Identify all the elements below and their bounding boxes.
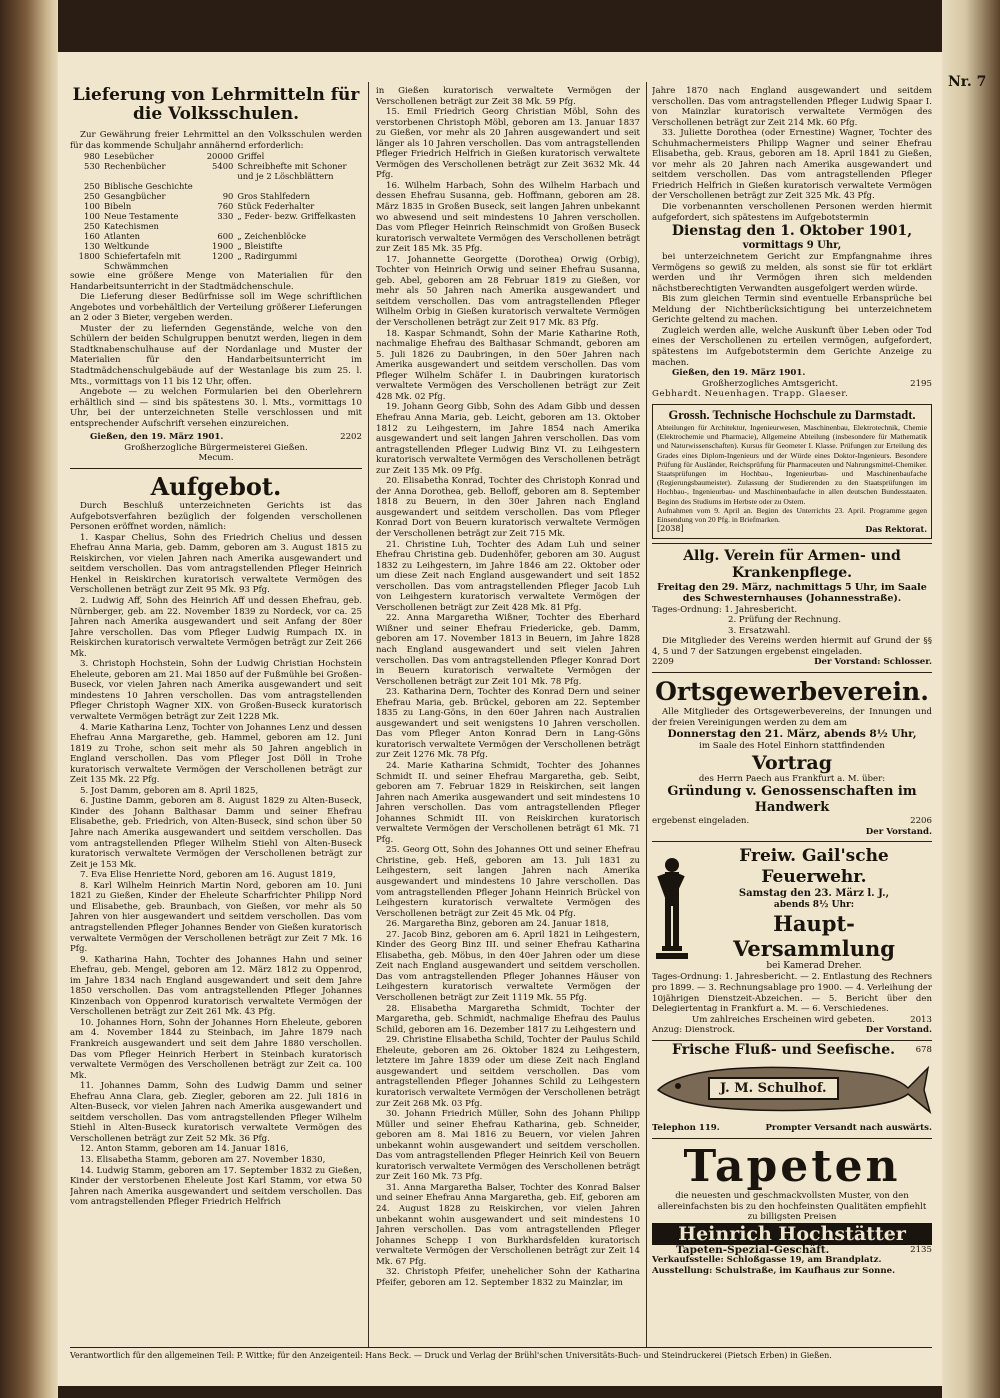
fw-text: Um zahlreiches Erscheinen wird gebeten. [692, 1014, 875, 1025]
fw-footer1 [652, 1015, 932, 1026]
th-footer [657, 524, 927, 535]
aufgebot-court: Großherzogliches Amtsgericht. [702, 378, 839, 389]
aufgebot-entry-8: 8. Karl Wilhelm Heinrich Martin Nord, geboren am 10. Juni 1821 zu Gießen, Kinder der Eheleute Scharfrichter Philipp Nord und Elisabethe, geb. Braunbach, von Gießen, vor mehr als 50 Jahren von hier ausgewandert und seitdem verschollen. Das vom antragstellenden Pfleger Johannes Bender von Gießen kuratorisch verwaltete Vermögen der Verschollenen beträgt zur Zeit 7 Mk. 16 Pfg. [70, 880, 362, 955]
av-text: Die Mitglieder des Vereins werden hiermit auf Grund der §§ 4, 5 und 7 der Satzungen ergebenst eingeladen. [652, 636, 932, 657]
aufgebot-entry-25: 25. Georg Ott, Sohn des Johannes Ott und seiner Ehefrau Christine, geb. Heß, geboren am 13. Juli 1831 zu Leihgestern, seit langen Jahren nach Amerika ausgewandert und mindestens 10 Jahre verschollen. Das vom antragstellenden Pfleger Johann Heinrich Brückel von Leihgestern kuratorisch verwaltete Vermögen des Verschollenen beträgt zur Zeit 45 Mk. 04 Pfg. [376, 845, 640, 919]
lehrmittel-cell: Lesebücher [104, 151, 154, 162]
aufgebot-entry-17: 17. Johannette Georgette (Dorothea) Orwig (Orbig), Tochter von Heinrich Orwig und seiner Ehefrau Susanna, geb. Abel, geboren am 28 Februar 1819 zu Gießen, vor mehr als 50 Jahren nach Amerika ausgewandert und seitdem verschollen. Das vom antragstellenden Pfleger Wilhelm Orbig in Gießen kuratorisch verwaltete Vermögen der Verschollenen beträgt zur Zeit 917 Mk. 83 Pfg. [376, 254, 640, 329]
og-text: Alle Mitglieder des Ortsgewerbevereins, der Innungen und der freien Vereinigungen werden zu dem am [652, 707, 932, 728]
av-agenda-2: 2. Prüfung der Rechnung. [728, 615, 842, 626]
av-footer [652, 657, 932, 668]
aufgebot-entry-13: 13. Elisabetha Stamm, geboren am 27. November 1830, [80, 1154, 326, 1165]
lehrmittel-title: Lieferung von Lehrmitteln für die Volksschulen. [72, 85, 360, 124]
column-3 [652, 52, 932, 1342]
lehrmittel-row [70, 161, 362, 181]
aufgebot-entry-24: 24. Marie Katharina Schmidt, Tochter des Johannes Schmidt II. und seiner Ehefrau Margaretha, geb. Seibt, geboren am 7. Februar 1829 in Reiskirchen, seit langen Jahren nach Amerika ausgewandert und seit mindestens 10 Jahren verschollen. Das vom antragstellenden Pfleger Johannes Schmidt III. von Reiskirchen kuratorisch verwaltete Vermögen der Verschollenen beträgt 61 Mk. 71 Pfg. [376, 761, 640, 845]
og-topic: Gründung v. Genossenschaften im Handwerk [667, 784, 917, 816]
lehrmittel-cell: 1800 [78, 251, 100, 262]
book-spine [0, 0, 58, 1398]
aufgebot-entry-14: 14. Ludwig Stamm, geboren am 17. September 1832 zu Gießen, Kinder der verstorbenen Eheleute Jost Karl Stamm, vor etwa 50 Jahren nach Amerika ausgewandert und seitdem verschollen. Das vom antragstellenden Pfleger Friedrich Helfrich [70, 1165, 362, 1208]
fw-title: Freiw. Gail'sche Feuerwehr. [739, 846, 889, 888]
tapeten-sub-line [652, 1245, 932, 1256]
next-page-number: Nr. 7 [948, 74, 987, 90]
aufgebot-entry-27: 27. Jacob Binz, geboren am 6. April 1821 in Leihgestern, Kinder des Georg Binz III. und seiner Ehefrau Katharina Elisabetha, geb. Möbus, in den 40er Jahren oder um diese Zeit nach England ausgewandert und seitdem verschollen. Das vom antragstellenden Pfleger Johannes Häuser von Leihgestern kuratorisch verwaltete Vermögen der Verschollenen beträgt zur Zeit 1119 Mk. 55 Pfg. [376, 929, 640, 1004]
aufgebot-entry-12: 12. Anton Stamm, geboren am 14. Januar 1816, [80, 1144, 289, 1155]
lehrmittel-p3: Muster der zu liefernden Gegenstände, welche von den Schülern der beiden Schulgruppen benutzt werden, liegen in dem Stadtknabenschulhause auf der Nordanlage und Muster der Materialien für den Handarbeitsunterricht im Stadtmädchenschulgebäude auf der Westanlage bis zum 25. l. Mts., vormittags von 11 bis 12 Uhr, offen. [70, 323, 362, 387]
aufgebot-entry-21: 21. Christine Luh, Tochter des Adam Luh und seiner Ehefrau Christina geb. Dudenhöfer, geboren am 30. August 1832 zu Leihgestern, im Jahre 1846 am 22. Oktober oder um diese Zeit nach England ausgewandert und seit 1852 verschollen. Das vom antragstellenden Pfleger Jacob Luh von Leihgestern kuratorisch verwaltete Vermögen der Verschollenen beträgt zur Zeit 428 Mk. 81 Pfg. [376, 539, 640, 613]
aufgebot-entry-5: 5. Jost Damm, geboren am 8. April 1825, [80, 785, 259, 796]
aufgebot-entry-26: 26. Margaretha Binz, geboren am 24. Januar 1818, [386, 919, 610, 930]
fw-time: abends 8½ Uhr: [773, 900, 855, 911]
fw-footer2 [652, 1025, 932, 1036]
aufgebot-dateline [652, 368, 932, 379]
tapeten-sub: Tapeten-Spezial-Geschäft. [676, 1243, 830, 1256]
lehrmittel-signature-name: Mecum. [198, 453, 234, 464]
fw-content [692, 846, 932, 972]
lehrmittel-row [70, 221, 362, 231]
lehrmittel-date: Gießen, den 19. März 1901. [90, 432, 224, 443]
lehrmittel-cell: Rechenbücher [104, 161, 166, 172]
lehrmittel-cell: 130 [84, 241, 100, 252]
lehrmittel-cell [203, 181, 235, 191]
lehrmittel-row [70, 211, 362, 221]
aufgebot-entry-4: 4. Marie Katharina Lenz, Tochter von Johannes Lenz und dessen Ehefrau Anna Margarethe, geb. Hammel, geboren am 12. Juni 1819 zu Trohe, schon seit mehr als 50 Jahren angeblich in England verschollen. Das vom Pfleger Jost Döll in Trohe kuratorisch verwaltete Vermögen der Verschollenen beträgt zur Zeit 135 Mk. 22 Pfg. [70, 722, 362, 786]
fish-number: 678 [915, 1044, 932, 1055]
lehrmittel-intro: Zur Gewährung freier Lehrmittel an den Volksschulen werden für das kommende Schuljahr annähernd erforderlich: [70, 130, 362, 151]
lehrmittel-cell: „ Bleistifte [237, 241, 283, 252]
fw-date: Samstag den 23. März l. J., [738, 888, 890, 900]
av-title: Allg. Verein für Armen- und Krankenpflege. [683, 547, 901, 581]
lehrmittel-cell: 100 [84, 211, 100, 222]
aufgebot-title: Aufgebot. [150, 472, 282, 502]
lehrmittel-cell: Weltkunde [104, 241, 150, 252]
lehrmittel-row [70, 151, 362, 161]
aufgebot-date: Gießen, den 19. März 1901. [672, 368, 806, 379]
fish-shipping: Prompter Versandt nach auswärts. [765, 1123, 932, 1134]
lehrmittel-cell: Biblische Geschichte [104, 181, 193, 192]
lehrmittel-cell: 90 [222, 191, 234, 202]
tapeten-text: die neuesten und geschmackvollsten Muster, von den allereinfachsten bis zu den hochfeinsten Qualitäten empfiehlt zu billigsten Preisen [657, 1191, 927, 1223]
og-number: 2206 [910, 816, 932, 827]
lehrmittel-row [70, 201, 362, 211]
fish-telephone: Telephon 119. [652, 1123, 720, 1134]
lehrmittel-cell: 760 [217, 201, 234, 212]
lehrmittel-p4: Angebote — zu welchen Formularien bei den Oberlehrern erhältlich sind — sind bis spätestens 30. l. Mts., vormittags 10 Uhr, bei der unterzeichneten Stelle verschlossen und mit entsprechender Aufschrift versehen einzureichen. [70, 387, 362, 429]
column-1 [70, 52, 362, 1342]
og-footer [652, 816, 932, 827]
lehrmittel-cell: 530 [84, 161, 100, 172]
lehrmittel-cell: 1200 [212, 251, 234, 262]
lehrmittel-cell: 250 [84, 221, 100, 232]
lehrmittel-cell: 20000 [206, 151, 234, 162]
aufgebot-term-time: vormittags 9 Uhr, [742, 240, 842, 252]
og-signature: Der Vorstand. [865, 826, 932, 837]
aufgebot-p1: bei unterzeichnetem Gericht zur Empfangnahme ihres Vermögens so gewiß zu melden, als sonst sie für tot erklärt werden und ihr Vermögen ihren sich meldenden nächstberechtigten Verwandten ausgefolgert werden würde. [652, 252, 932, 294]
aufgebot-judges: Gebhardt. Neuenhagen. Trapp. Glaeser. [652, 389, 849, 400]
og-invitation: ergebenst eingeladen. [652, 816, 750, 827]
imprint-footer: Verantwortlich für den allgemeinen Teil: P. Wittke; für den Anzeigenteil: Hans Beck. — Druck und Verlag der Brühl'schen Universitäts-Buch- und Steindruckerei (Pietsch Erben) in Gießen. [70, 1347, 932, 1360]
og-speaker: des Herrn Paech aus Frankfurt a. M. über: [698, 773, 886, 784]
lehrmittel-number: 2202 [340, 432, 362, 443]
fish-footer [652, 1123, 932, 1134]
fireman-icon [652, 853, 692, 965]
lehrmittel-cell [235, 221, 362, 231]
lehrmittel-cell: Stück Federhalter [237, 201, 315, 212]
tapeten-show: Ausstellung: Schulstraße, im Kaufhaus zur Sonne. [652, 1265, 896, 1276]
aufgebot-entry-18: 18. Kaspar Schmandt, Sohn der Marie Katharine Roth, nachmalige Ehefrau des Balthasar Schmandt, geboren am 5. Juli 1826 zu Daubringen, in den 50er Jahren nach Amerika ausgewandert und seitdem verschollen. Das vom Pfleger Wilhelm Schäfer I. in Daubringen kuratorisch verwaltete Vermögen des Verschollenen beträgt zur Zeit 428 Mk. 02 Pfg. [376, 328, 640, 402]
ad-technische-hochschule [652, 404, 932, 539]
lehrmittel-dateline [70, 432, 362, 443]
lehrmittel-cell [235, 181, 362, 191]
lehrmittel-cell: 600 [217, 231, 234, 242]
lehrmittel-cell: Bibeln [104, 201, 132, 212]
next-page-edge [942, 0, 1000, 1398]
aufgebot-p2: Bis zum gleichen Termin sind eventuelle Erbansprüche bei Meldung der Nichtberücksichtigung bei unterzeichnetem Gerichte geltend zu machen. [652, 294, 932, 326]
aufgebot-entry-28: 28. Elisabetha Margaretha Schmidt, Tochter der Margaretha, geb. Schmidt, nachmalige Ehefrau des Paulus Schild, geboren am 16. Dezember 1817 zu Leihgestern und [376, 1003, 640, 1035]
lehrmittel-cell: 250 [84, 181, 100, 192]
lehrmittel-row [70, 181, 362, 191]
lehrmittel-row [70, 191, 362, 201]
aufgebot-entry-23: 23. Katharina Dern, Tochter des Konrad Dern und seiner Ehefrau Maria, geb. Brückel, geboren am 22. September 1835 zu Lang-Göns, in den 60er Jahren nach Australien ausgewandert und seit wenigstens 10 Jahren verschollen. Das vom Pfleger Anton Konrad Dern in Lang-Göns kuratorisch verwaltete Vermögen der Verschollenen beträgt zur Zeit 1276 Mk. 78 Pfg. [376, 687, 640, 761]
aufgebot-intro: Durch Beschluß unterzeichneten Gerichts ist das Aufgebotsverfahren bezüglich der folgenden verschollenen Personen eröffnet worden, nämlich: [70, 501, 362, 533]
aufgebot-entry-30: 30. Johann Friedrich Müller, Sohn des Johann Philipp Müller und seiner Ehefrau Katharina, geb. Schneider, geboren am 8. Mai 1816 zu Beuern, vor vielen Jahren unbekannt wohin ausgewandert und seitdem verschollen. Das vom antragstellenden Pfleger Heinrich Keil von Beuern kuratorisch verwaltete Vermögen des Verschollenen beträgt zur Zeit 160 Mk. 73 Pfg. [376, 1109, 640, 1183]
tapeten-sale: Verkaufsstelle: Schloßgasse 19, am Brandplatz. [652, 1255, 882, 1266]
og-place: im Saale des Hotel Einhorn stattfindenden [699, 741, 885, 752]
og-title: Ortsgewerbeverein. [655, 677, 929, 707]
column-2 [376, 52, 640, 1342]
aufgebot-entry-2: 2. Ludwig Aff, Sohn des Heinrich Aff und dessen Ehefrau, geb. Nürnberger, geb. am 22. November 1839 zu Nordeck, vor ca. 25 Jahren nach Amerika ausgewandert und seit Anfang der 80er Jahre verschollen. Das vom Pfleger Ludwig Rumpach IX. in Reiskirchen kuratorisch verwaltete Vermögen beträgt zur Zeit 266 Mk. [70, 596, 362, 659]
lehrmittel-row [70, 231, 362, 241]
lehrmittel-cell: Griffel [237, 151, 265, 162]
lehrmittel-cell [203, 221, 235, 231]
newspaper-page [58, 52, 942, 1386]
aufgebot-entry-32-cont: Jahre 1870 nach England ausgewandert und seitdem verschollen. Das vom antragstellenden Pfleger Ludwig Spaar I. von Mainzlar kuratorisch verwaltete Vermögen des Verschollenen beträgt zur Zeit 214 Mk. 60 Pfg. [652, 86, 932, 128]
tapeten-number: 2135 [910, 1244, 932, 1255]
aufgebot-entry-6: 6. Justine Damm, geboren am 8. August 1829 zu Alten-Buseck, Kinder des Johann Balthasar Damm und seiner Ehefrau Elisabethe, geb. Friedrich, von Alten-Buseck, sind schon über 50 Jahre nach Amerika ausgewandert und seitdem verschollen. Das vom antragstellenden Pfleger Wilhelm Stiehl von Alten-Buseck kuratorisch verwaltete Vermögen der Verschollenen beträgt zur Zeit je 153 Mk. [70, 796, 362, 870]
th-aufnahmen: Aufnahmen vom 9. April an. Beginn des Unterrichts 23. April. Programme gegen Einsendung von 20 Pfg. in Briefmarken. [657, 505, 927, 524]
av-agenda-3: 3. Ersatzwahl. [728, 625, 791, 636]
aufgebot-p3: Zugleich werden alle, welche Auskunft über Leben oder Tod eines der Verschollenen zu erteilen vermögen, aufgefordert, spätestens im Aufgebotstermin dem Gerichte Anzeige zu machen. [652, 325, 932, 368]
aufgebot-entry-29: 29. Christine Elisabetha Schild, Tochter der Paulus Schild Eheleute, geboren am 26. Oktober 1824 zu Leihgestern, letztere im Jahre 1839 oder um diese Zeit nach England ausgewandert und seitdem verschollen. Das vom antragstellenden Pfleger Johannes Schild zu Leihgestern kuratorisch verwaltete Vermögen der Verschollenen beträgt zur Zeit 268 Mk. 03 Pfg. [376, 1035, 640, 1109]
th-signature: Das Rektorat. [865, 524, 927, 535]
tapeten-title: Tapeten [683, 1141, 901, 1192]
lehrmittel-table [70, 151, 362, 271]
lehrmittel-cell: Katechismen [104, 221, 159, 232]
av-number: 2209 [652, 657, 674, 668]
aufgebot-entry-22: 22. Anna Margaretha Wißner, Tochter des Eberhard Wißner und seiner Ehefrau Friedericke, geb. Damm, geboren am 17. November 1813 in Beuern, im Jahre 1828 nach England ausgewandert und seit vielen Jahren verschollen. Das vom antragstellenden Pfleger Konrad Dort in Beuern kuratorisch verwaltete Vermögen der Verschollenen beträgt zur Zeit 101 Mk. 78 Pfg. [376, 613, 640, 687]
lehrmittel-cell: 250 [84, 191, 100, 202]
lehrmittel-cell: 980 [84, 151, 100, 162]
av-agenda-1: Tages-Ordnung: 1. Jahresbericht. [652, 604, 798, 615]
tapeten-name: Heinrich Hochstätter [652, 1223, 932, 1245]
lehrmittel-cell: „ Feder- bezw. Griffelkasten [237, 211, 356, 222]
lehrmittel-cell: Atlanten [104, 231, 141, 242]
lehrmittel-signature: Großherzogliche Bürgermeisterei Gießen. [124, 442, 308, 453]
og-vortrag: Vortrag [751, 751, 833, 774]
av-signature: Der Vorstand: Schlosser. [814, 657, 932, 668]
aufgebot-entry-14-cont: in Gießen kuratorisch verwaltete Vermögen der Verschollenen beträgt zur Zeit 38 Mk. 59 Pfg. [376, 86, 640, 107]
lehrmittel-cell: „ Radirgummi [237, 251, 298, 262]
lehrmittel-p1: sowie eine größere Menge von Materialien für den Handarbeitsunterricht in der Stadtmädchenschule. [70, 271, 362, 292]
aufgebot-entry-32: 32. Christoph Pfeifer, unehelicher Sohn der Katharina Pfeifer, geboren am 12. September 1832 zu Mainzlar, im [376, 1267, 640, 1288]
fw-haupt: Haupt-Versammlung [733, 911, 895, 962]
aufgebot-entry-33: 33. Juliette Dorothea (oder Ernestine) Wagner, Tochter des Schuhmachermeisters Philipp Wagner und seiner Ehefrau Elisabetha, geb. Kraus, geboren am 18. April 1841 zu Gießen, vor mehr als 20 Jahren nach Amerika ausgewandert und seitdem verschollen. Das vom antragstellenden Pfleger Friedrich Helfrich in Gießen kuratorisch verwaltete Vermögen der Verschollenen beträgt zur Zeit 325 Mk. 43 Pfg. [652, 128, 932, 202]
lehrmittel-cell: „ Zeichenblöcke [237, 231, 307, 242]
lehrmittel-cell: 5400 [212, 161, 234, 172]
aufgebot-entry-10: 10. Johannes Horn, Sohn der Johannes Horn Eheleute, geboren am 4. November 1844 zu Steinbach, im Jahre 1879 nach Frankreich ausgewandert und seit dem Jahre 1880 verschollen. Das vom Pfleger Heinrich Herbert in Steinbach kuratorisch verwaltete Vermögen des Verschollenen beträgt zur Zeit ca. 100 Mk. [70, 1017, 362, 1081]
aufgebot-entry-19: 19. Johann Georg Gibb, Sohn des Adam Gibb und dessen Ehefrau Anna Maria, geb. Leicht, geboren am 13. Oktober 1812 zu Leihgestern, im Jahre 1854 nach Amerika ausgewandert und seit langen Jahren verschollen. Das vom antragstellenden Pfleger Ludwig Binz VI. zu Leihgestern kuratorisch verwaltete Vermögen des Verschollenen beträgt zur Zeit 135 Mk. 09 Pfg. [376, 402, 640, 476]
th-number: [2038] [657, 524, 684, 534]
column-divider-1 [368, 82, 369, 1347]
aufgebot-entry-11: 11. Johannes Damm, Sohn des Ludwig Damm und seiner Ehefrau Anna Clara, geb. Ziegler, geboren am 22. Juli 1816 in Alten-Buseck, vor vielen Jahren nach Amerika ausgewandert und seitdem verschollen. Das vom antragstellenden Pfleger Wilhelm Stiehl in Alten-Buseck kuratorisch verwaltete Vermögen des Verschollenen beträgt zur Zeit 52 Mk. 36 Pfg. [70, 1081, 362, 1144]
aufgebot-number: 2195 [910, 378, 932, 389]
lehrmittel-cell: 160 [84, 231, 100, 242]
og-date: Donnerstag den 21. März, abends 8½ Uhr, [667, 728, 917, 741]
fw-anzug: Anzug: Dienstrock. [652, 1025, 736, 1036]
aufgebot-entry-9: 9. Katharina Hahn, Tochter des Johannes Hahn und seiner Ehefrau, geb. Mengel, geboren am 12. März 1812 zu Oppenrod, im Jahre 1834 nach England ausgewandert und seit dem Jahre 1850 verschollen. Das vom antragstellenden Pfleger Johannes Kinzenbach von Oppenrod kuratorisch verwaltete Vermögen der Verschollenen beträgt zur Zeit 261 Mk. 43 Pfg. [70, 954, 362, 1018]
lehrmittel-row [70, 251, 362, 271]
aufgebot-entry-20: 20. Elisabetha Konrad, Tochter des Christoph Konrad und der Anna Dorothea, geb. Belloff, geboren am 8. September 1818 zu Beuern, in den 30er Jahren nach England ausgewandert und seitdem verschollen. Das vom Pfleger Konrad Dort von Beuern kuratorisch verwaltete Vermögen der Verschollenen beträgt zur Zeit 715 Mk. [376, 476, 640, 539]
fw-signature: Der Vorstand. [865, 1025, 932, 1036]
aufgebot-call: Die vorbenannten verschollenen Personen werden hiermit aufgefordert, sich spätestens im Aufgebotstermin [652, 202, 932, 223]
aufgebot-entry-3: 3. Christoph Hochstein, Sohn der Ludwig Christian Hochstein Eheleute, geboren am 21. Mai 1850 auf der Fußmühle bei Großen-Buseck, vor vielen Jahren nach Amerika ausgewandert und seit mindestens 10 Jahren verschollen. Das vom antragstellenden Pfleger Christoph Wagner XIX. von Großen-Buseck kuratorisch verwaltete Vermögen beträgt zur Zeit 1228 Mk. [70, 659, 362, 723]
fw-place: bei Kamerad Dreher. [766, 961, 862, 972]
aufgebot-entry-31: 31. Anna Margaretha Balser, Tochter des Konrad Balser und seiner Ehefrau Anna Margaretha, geb. Eif, geboren am 24. August 1828 zu Reiskirchen, vor vielen Jahren unbekannt wohin ausgewandert und seit mindestens 10 Jahren verschollen. Das vom antragstellenden Pfleger Johannes Schepp I von Burkhardsfelden kuratorisch verwaltete Vermögen der Verschollenen beträgt zur Zeit 14 Mk. 67 Pfg. [376, 1182, 640, 1267]
lehrmittel-row [70, 241, 362, 251]
fish-illustration [652, 1058, 932, 1120]
aufgebot-entry-7: 7. Eva Elise Henriette Nord, geboren am 16. August 1819, [80, 870, 336, 881]
lehrmittel-cell: Gros Stahlfedern [237, 191, 310, 202]
lehrmittel-cell: Schreibhefte mit Schoner und je 2 Löschblättern [237, 161, 347, 182]
aufgebot-entry-1: 1. Kaspar Chelius, Sohn des Friedrich Chelius und dessen Ehefrau Anna Maria, geb. Damm, geboren am 3. August 1815 zu Reiskirchen, vor vielen Jahren nach Amerika ausgewandert und seitdem verschollen. Das vom antragstellenden Pfleger Heinrich Henkel in Reiskirchen kuratorisch verwaltete Vermögen des Verschollenen beträgt zur Zeit 95 Mk. 93 Pfg. [70, 532, 362, 596]
fish-title: Frische Fluß- und Seefische. [672, 1041, 896, 1058]
lehrmittel-cell: 100 [84, 201, 100, 212]
lehrmittel-cell: Neue Testamente [104, 211, 179, 222]
fw-number: 2013 [910, 1014, 932, 1025]
lehrmittel-cell: Schiefertafeln mit Schwämmchen [104, 251, 181, 272]
fw-agenda: Tages-Ordnung: 1. Jahresbericht. — 2. Entlastung des Rechners pro 1899. — 3. Rechnungsablage pro 1900. — 4. Verleihung der 10jährigen Dienstzeit-Abzeichen. — 5. Bericht über den Delegiertentag in Frankfurt a. M. — 6. Verschiedenes. [652, 972, 932, 1015]
aufgebot-entry-15: 15. Emil Friedrich Georg Christian Möbl, Sohn des verstorbenen Christoph Möbl, geboren am 13. Januar 1837 zu Gießen, vor mehr als 20 Jahren ausgewandert und seit länger als 10 Jahren verschollen. Das vom antragstellenden Pfleger Friedrich Helfrich in Gießen kuratorisch verwaltete Vermögen des Verschollenen beträgt zur Zeit 3632 Mk. 44 Pfg. [376, 107, 640, 181]
aufgebot-term-date: Dienstag den 1. Oktober 1901, [671, 223, 913, 240]
lehrmittel-cell: Gesangbücher [104, 191, 166, 202]
th-title: Grossh. Technische Hochschule zu Darmstadt. [668, 407, 916, 422]
av-date: Freitag den 29. März, nachmittags 5 Uhr, im Saale des Schwesternhauses (Johannesstraße). [657, 581, 927, 605]
aufgebot-court-line [652, 379, 932, 390]
fish-company: J. M. Schulhof. [708, 1077, 839, 1100]
ad-feuerwehr [652, 846, 932, 972]
lehrmittel-cell: 1900 [212, 241, 234, 252]
lehrmittel-cell: 330 [217, 211, 234, 222]
aufgebot-entry-16: 16. Wilhelm Harbach, Sohn des Wilhelm Harbach und dessen Ehefrau Susanna, geb. Hoffmann, geboren am 28. März 1835 in Großen Buseck, seit langen Jahren unbekannt wo abwesend und seit mindestens 10 Jahren verschollen. Das vom Pfleger Heinrich Reinschmidt von Großen Buseck kuratorisch verwaltete Vermögen des Verschollenen beträgt zur Zeit 185 Mk. 35 Pfg. [376, 180, 640, 255]
th-body: Abteilungen für Architektur, Ingenieurwesen, Maschinenbau, Elektrotechnik, Chemie (Elektrochemie und Pharmacie), Allgemeine Abteilung (insbesondere für Mathematik und Naturwissenschaften). Kursus für Geometer I. Klasse. Prüfungen zur Erteilung des Grades eines Diplom-Ingenieurs und der Würde eines Doktor-Ingenieurs. Besondere Prüfung für Ausländer, Reichsprüfung für Pharmaceuten und Nahrungsmittel-Chemiker. Staatsprüfungen im Hochbau-, Ingenieurbau- und Maschinenbaufache (Regierungsbaumeister). Zulassung der Studierenden zu den Staatsprüfungen im Hochbau-, Ingenieurbau- und Maschinenbaufache in allen deutschen Bundesstaaten. Beginn des Studiums im Herbste oder zu Ostern. [657, 422, 927, 506]
column-divider-2 [646, 82, 647, 1347]
fish-header [652, 1041, 932, 1058]
lehrmittel-p2: Die Lieferung dieser Bedürfnisse soll im Wege schriftlichen Angebotes und vorbehältlich der Verteilung größerer Lieferungen an 2 oder 3 Bieter, vergeben werden. [70, 292, 362, 324]
